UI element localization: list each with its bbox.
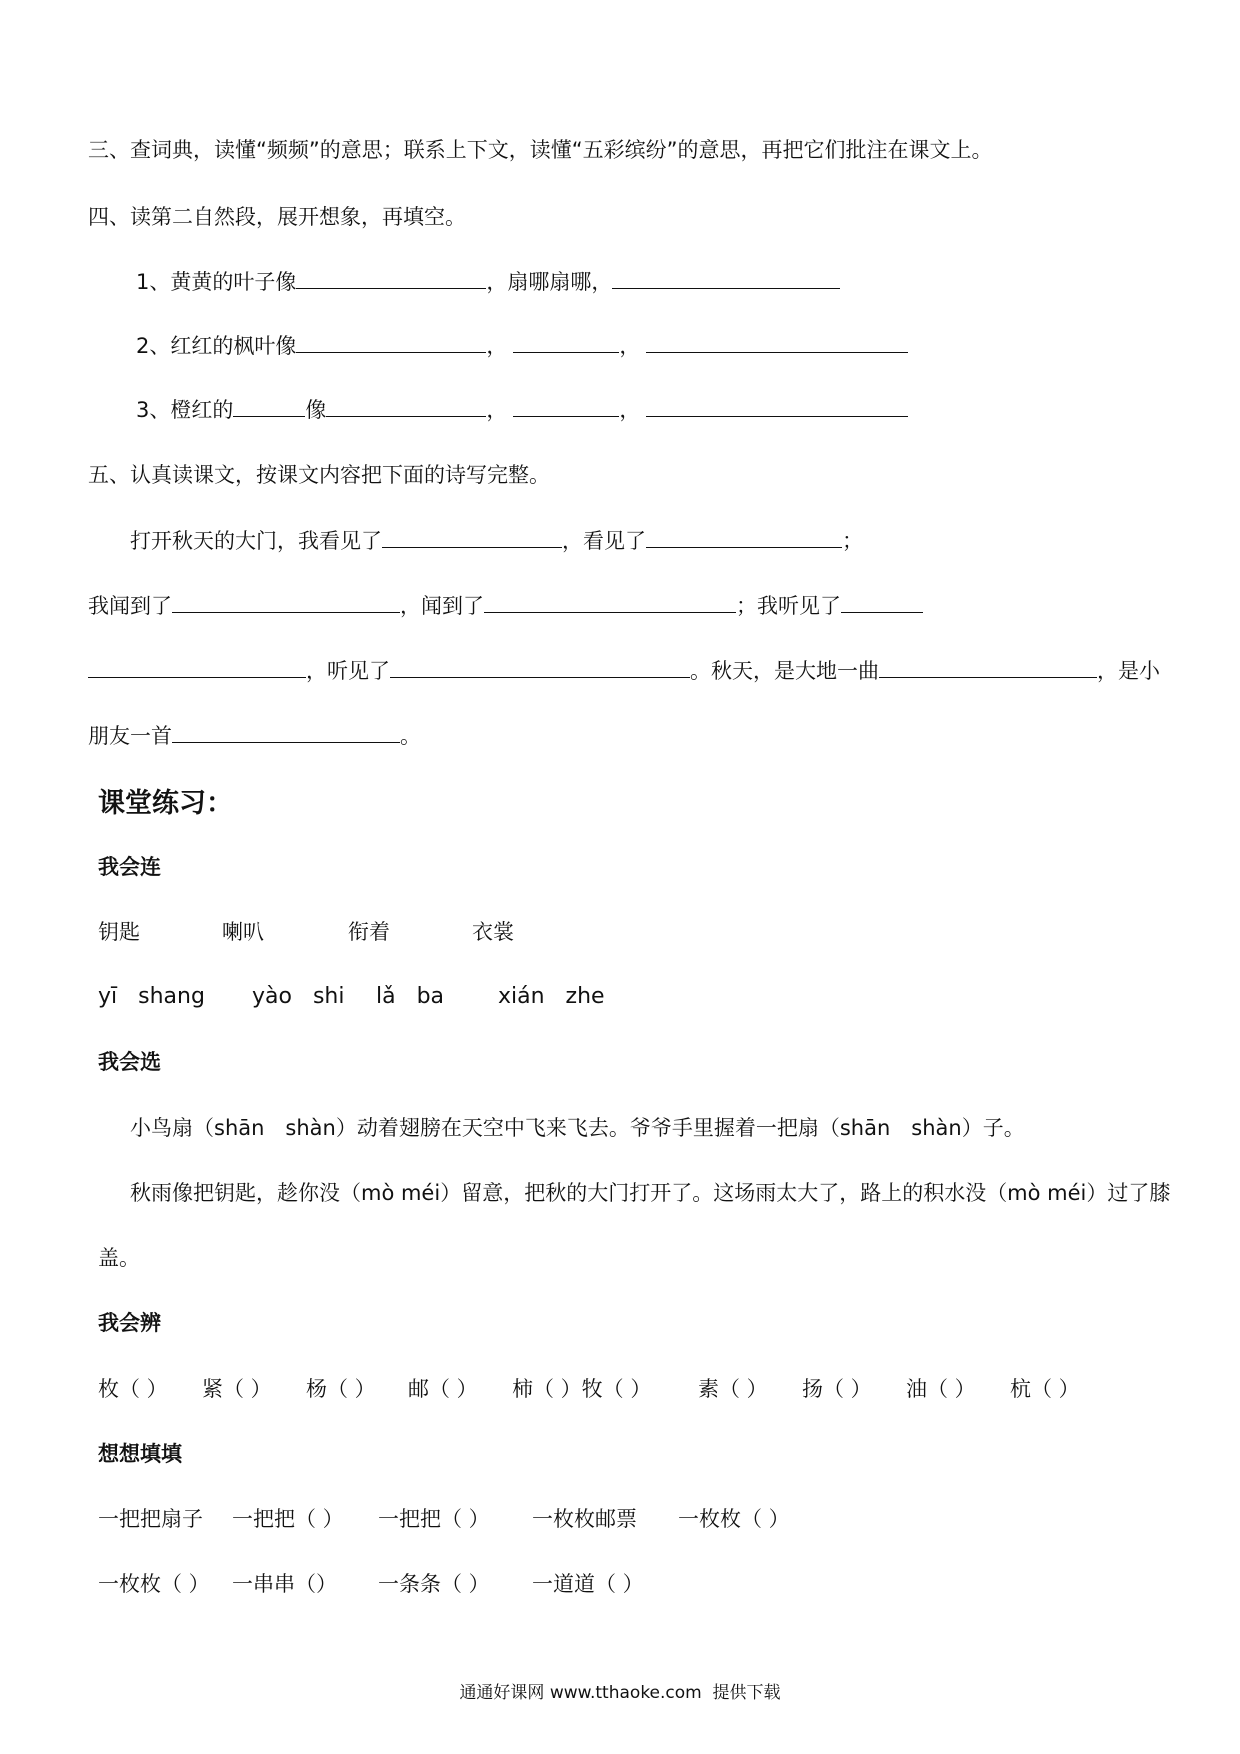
practice-heading <box>98 786 233 822</box>
poem-line-4 <box>88 720 421 751</box>
q4-l1-blank-1[interactable] <box>296 266 486 289</box>
fill-item[interactable]: 一道道（ ） <box>532 1572 644 1596</box>
fill-item[interactable]: 一把把（ ） <box>232 1507 344 1531</box>
question-4-line-1 <box>136 266 840 297</box>
distinguish-item[interactable]: 邮（ ） <box>408 1377 478 1401</box>
match-title <box>98 852 161 882</box>
fill-item: 一枚枚邮票 <box>532 1507 637 1531</box>
q4-l3-blank-3[interactable] <box>513 394 619 417</box>
choose-sentence-2-cont-text: 盖。 <box>98 1246 140 1270</box>
distinguish-title <box>98 1308 161 1338</box>
question-3-text: 三、查词典，读懂“频频”的意思；联系上下文，读懂“五彩缤纷”的意思，再把它们批注在课文上。 <box>88 138 993 162</box>
choose-sentence-2 <box>130 1178 1170 1208</box>
q4-l2-text-b: ， <box>486 334 508 358</box>
poem-l3-text-a: ，听见了 <box>306 659 390 683</box>
q4-l2-blank-3[interactable] <box>646 330 908 353</box>
q4-l3-text-a: 3、橙红的 <box>136 398 234 422</box>
question-5-title-text: 五、认真读课文，按课文内容把下面的诗写完整。 <box>88 463 550 487</box>
distinguish-item[interactable]: 素（ ） <box>698 1377 768 1401</box>
q4-l1-blank-2[interactable] <box>612 266 840 289</box>
fill-item[interactable]: 一条条（ ） <box>378 1572 490 1596</box>
q4-l3-text-b: 像 <box>305 398 327 422</box>
poem-line-2 <box>88 590 923 621</box>
choose-sentence-2-cont <box>98 1243 140 1273</box>
q4-l3-text-d: ， <box>619 398 641 422</box>
q4-l3-blank-2[interactable] <box>326 394 486 417</box>
poem-l2-blank-1[interactable] <box>172 590 400 613</box>
fill-title-text: 想想填填 <box>98 1442 182 1466</box>
poem-l1-text-a: 打开秋天的大门，我看见了 <box>130 529 382 553</box>
match-word[interactable]: 衣裳 <box>472 920 514 944</box>
fill-title <box>98 1439 182 1469</box>
poem-line-1 <box>130 525 863 556</box>
q4-l2-blank-2[interactable] <box>513 330 619 353</box>
q4-l1-text-b: ，扇哪扇哪， <box>486 270 613 294</box>
poem-l3-text-b: 。秋天，是大地一曲 <box>690 659 879 683</box>
distinguish-item[interactable]: 柿（ ）牧（ ） <box>512 1377 652 1401</box>
poem-l3-blank-3[interactable] <box>879 655 1097 678</box>
poem-l3-blank-1[interactable] <box>88 655 306 678</box>
choose-title-text: 我会选 <box>98 1050 161 1074</box>
poem-l1-blank-2[interactable] <box>646 525 842 548</box>
question-4-line-2 <box>136 330 908 361</box>
poem-l2-blank-2[interactable] <box>484 590 736 613</box>
poem-l2-text-b: ，闻到了 <box>400 594 484 618</box>
poem-l3-blank-2[interactable] <box>390 655 690 678</box>
poem-l1-text-b: ，看见了 <box>562 529 646 553</box>
page-footer <box>0 1678 1240 1708</box>
poem-l4-blank-1[interactable] <box>172 720 400 743</box>
question-4-title-text: 四、读第二自然段，展开想象，再填空。 <box>88 205 466 229</box>
poem-l4-text-a: 朋友一首 <box>88 724 172 748</box>
distinguish-item[interactable]: 杨（ ） <box>306 1377 376 1401</box>
fill-item[interactable]: 一串串（） <box>232 1572 337 1596</box>
match-word[interactable]: 钥匙 <box>98 920 140 944</box>
q4-l3-blank-1[interactable] <box>233 394 305 417</box>
distinguish-item[interactable]: 扬（ ） <box>802 1377 872 1401</box>
match-pinyin[interactable]: xián zhe <box>498 984 605 1009</box>
q4-l3-text-c: ， <box>486 398 508 422</box>
question-4-line-3 <box>136 394 908 425</box>
poem-l2-blank-3[interactable] <box>841 590 923 613</box>
choose-sentence-1-text: 小鸟扇（shān shàn）动着翅膀在天空中飞来飞去。爷爷手里握着一把扇（shān shàn）子。 <box>130 1116 1025 1140</box>
practice-heading-text: 课堂练习： <box>98 788 233 819</box>
match-word[interactable]: 喇叭 <box>222 920 264 944</box>
match-pinyin[interactable]: yào shi <box>252 984 345 1009</box>
question-4-title <box>88 202 466 232</box>
distinguish-title-text: 我会辨 <box>98 1311 161 1335</box>
fill-item[interactable]: 一枚枚（ ） <box>678 1507 790 1531</box>
distinguish-item[interactable]: 紧（ ） <box>202 1377 272 1401</box>
distinguish-item[interactable]: 杭（ ） <box>1010 1377 1080 1401</box>
q4-l2-text-c: ， <box>619 334 641 358</box>
choose-sentence-1 <box>130 1113 1025 1143</box>
fill-item[interactable]: 一枚枚（ ） <box>98 1572 210 1596</box>
q4-l2-blank-1[interactable] <box>296 330 486 353</box>
q4-l3-blank-4[interactable] <box>646 394 908 417</box>
question-3 <box>88 135 993 165</box>
choose-sentence-2-text: 秋雨像把钥匙，趁你没（mò méi）留意，把秋的大门打开了。这场雨太大了，路上的积水没（mò méi）过了膝 <box>130 1181 1171 1205</box>
q4-l1-text-a: 1、黄黄的叶子像 <box>136 270 297 294</box>
poem-l2-text-c: ；我听见了 <box>736 594 841 618</box>
match-pinyin[interactable]: yī shang <box>98 984 205 1009</box>
poem-l3-text-c: ，是小 <box>1097 659 1160 683</box>
distinguish-item[interactable]: 枚（ ） <box>98 1377 168 1401</box>
q4-l2-text-a: 2、红红的枫叶像 <box>136 334 297 358</box>
question-5-title <box>88 460 550 490</box>
match-title-text: 我会连 <box>98 855 161 879</box>
poem-l4-text-b: 。 <box>400 724 421 748</box>
footer-text: 通通好课网 www.tthaoke.com 提供下载 <box>459 1683 781 1703</box>
poem-l1-text-c: ； <box>842 529 863 553</box>
poem-l2-text-a: 我闻到了 <box>88 594 172 618</box>
fill-item[interactable]: 一把把（ ） <box>378 1507 490 1531</box>
distinguish-item[interactable]: 油（ ） <box>906 1377 976 1401</box>
match-word[interactable]: 衔着 <box>348 920 390 944</box>
match-pinyin[interactable]: lǎ ba <box>376 984 445 1009</box>
poem-line-3 <box>88 655 1160 686</box>
fill-item: 一把把扇子 <box>98 1507 203 1531</box>
poem-l1-blank-1[interactable] <box>382 525 562 548</box>
choose-title <box>98 1047 161 1077</box>
